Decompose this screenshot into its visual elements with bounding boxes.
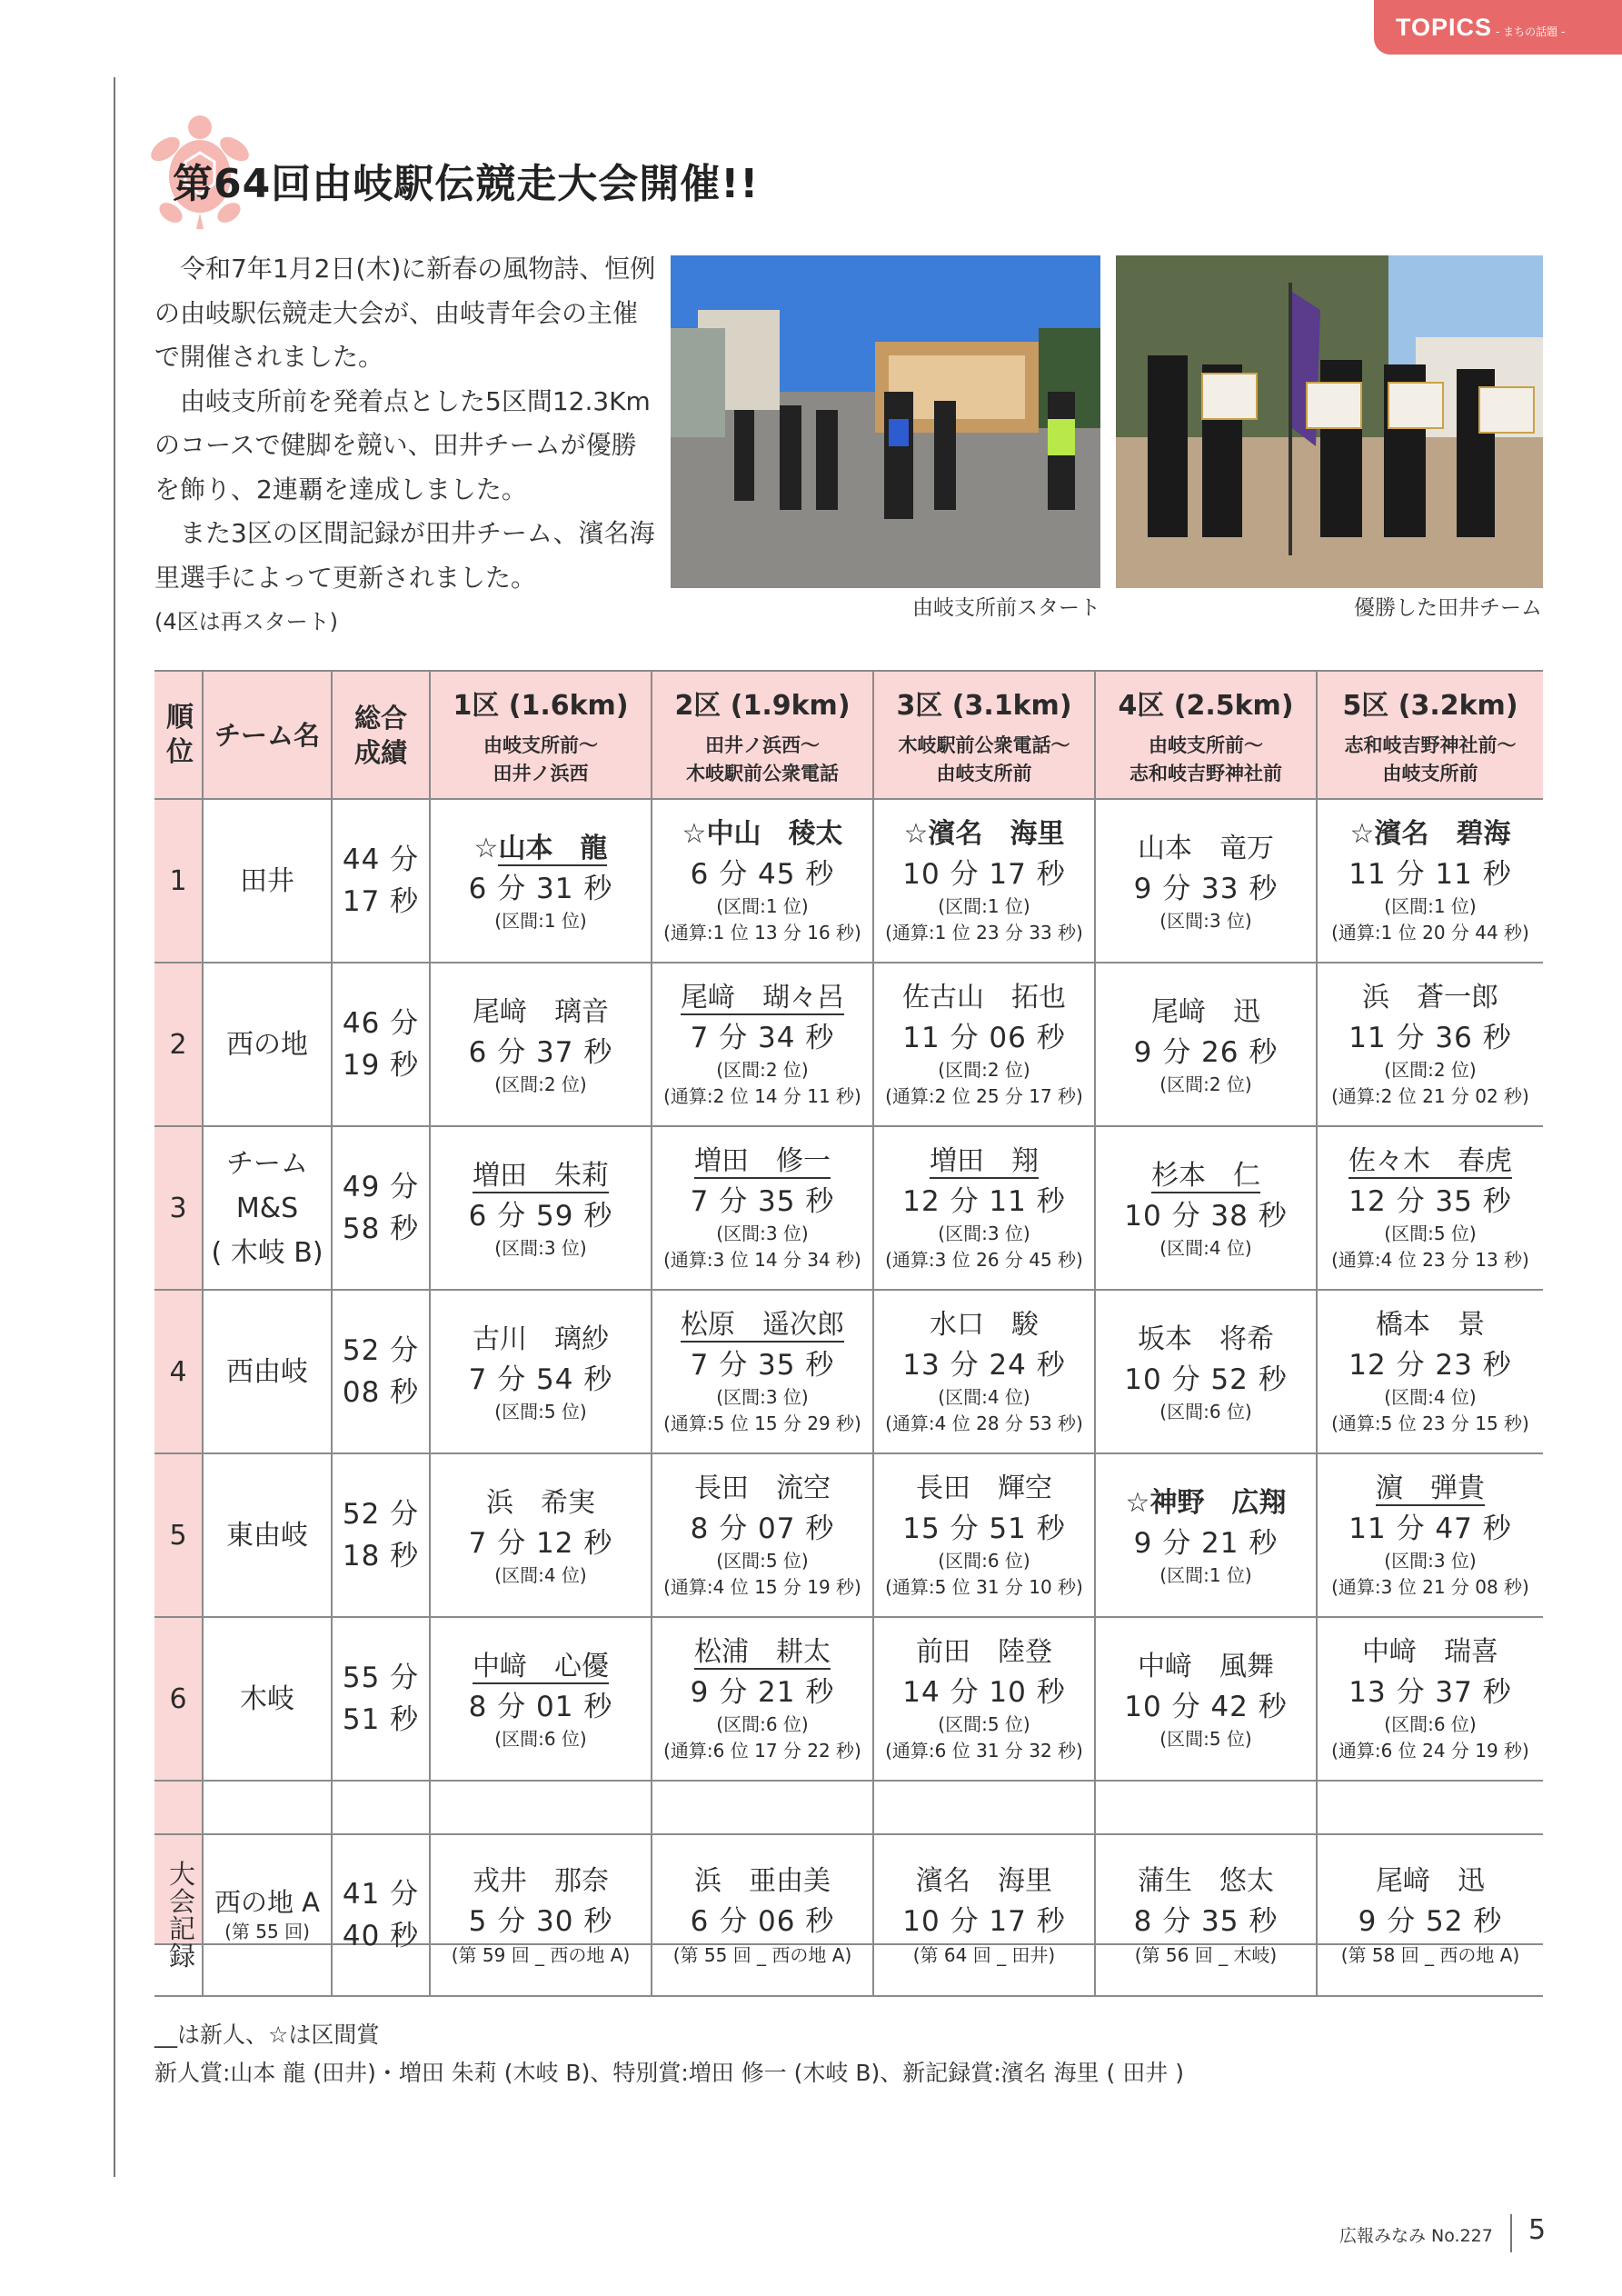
leg-time: 7 分 12 秒: [468, 1527, 613, 1560]
award-star-icon: ☆: [903, 818, 929, 850]
leg-cell: [1317, 963, 1543, 1126]
leg-cell: [873, 1126, 1095, 1290]
header-rank: 順位: [154, 671, 203, 799]
cumulative: (通算:1 位 20 分 44 秒): [1331, 922, 1529, 943]
magazine-name: 広報みなみ No.227: [1339, 2226, 1493, 2246]
cumulative: (通算:3 位 14 分 34 秒): [663, 1249, 861, 1271]
runner-name: 佐古山 拓也: [902, 982, 1066, 1013]
runner: [652, 1632, 872, 1672]
leg-time: 8 分 01 秒: [468, 1691, 613, 1723]
runner: [874, 1469, 1094, 1509]
team-name: 東由岐: [226, 1519, 308, 1552]
section-rank: (区間:4 位): [494, 1564, 587, 1586]
table-row: [154, 1126, 1543, 1290]
runner: [431, 1647, 651, 1687]
article-title: 第64回由岐駅伝競走大会開催!!: [173, 161, 760, 207]
runner: [652, 1305, 872, 1345]
team-name: M&S: [235, 1192, 299, 1224]
section-rank: (区間:6 位): [1384, 1713, 1477, 1735]
total-time: 51 秒: [342, 1703, 420, 1736]
runner: [1318, 978, 1543, 1018]
award-star-icon: ☆: [1125, 1487, 1150, 1519]
leg-cell: [1095, 963, 1317, 1126]
photo-caption: 優勝した田井チーム: [1354, 596, 1542, 620]
section-rank: (区間:2 位): [1384, 1059, 1477, 1081]
leg-time: 10 分 17 秒: [902, 858, 1066, 891]
runner-name: 尾﨑 瑚々呂: [681, 982, 844, 1013]
total-time: 17 秒: [342, 885, 420, 918]
cumulative: (通算:4 位 28 分 53 秒): [885, 1413, 1083, 1434]
leg-time: 6 分 59 秒: [468, 1200, 613, 1233]
leg-time: 15 分 51 秒: [902, 1512, 1066, 1545]
section-rank: (区間:2 位): [494, 1073, 587, 1095]
runner: [1318, 814, 1543, 854]
leg-time: 13 分 37 秒: [1348, 1676, 1512, 1709]
start-photo-image: [671, 255, 1100, 588]
runner-name: 中﨑 瑞喜: [1362, 1636, 1498, 1668]
runner-name: 山本 龍: [498, 833, 608, 864]
runner-name: 中﨑 風舞: [1138, 1651, 1274, 1682]
leg-time: 11 分 36 秒: [1348, 1022, 1512, 1054]
records-leg: 戎井 那奈 5 分 30 秒 (第 59 回 _ 西の地 A): [430, 1834, 652, 1996]
section-rank: (区間:1 位): [1384, 895, 1477, 917]
team-name: ( 木岐 B): [211, 1236, 323, 1269]
runner: [1096, 1483, 1316, 1523]
start-photo: [671, 255, 1100, 588]
cumulative: (通算:5 位 23 分 15 秒): [1331, 1413, 1529, 1434]
photo-caption: 由岐支所前スタート: [912, 596, 1100, 620]
records-leg: 蒲生 悠太 8 分 35 秒 (第 56 回 _ 木岐): [1095, 1834, 1317, 1996]
header-section: 2区 (1.9km) 田井ノ浜西〜 木岐駅前公衆電話: [652, 671, 873, 799]
section-rank: (区間:2 位): [938, 1059, 1030, 1081]
runner-name: 松浦 耕太: [694, 1636, 831, 1668]
cumulative: (通算:6 位 24 分 19 秒): [1331, 1740, 1529, 1762]
award-star-icon: ☆: [1349, 818, 1375, 850]
leg-cell: [1095, 1126, 1317, 1290]
total-time: 44 分: [342, 844, 420, 876]
leg-time: 6 分 31 秒: [468, 873, 613, 905]
leg-time: 11 分 11 秒: [1348, 858, 1512, 891]
leg-cell: [652, 1126, 873, 1290]
runner-name: 増田 翔: [930, 1145, 1039, 1177]
cumulative: (通算:3 位 21 分 08 秒): [1331, 1576, 1529, 1598]
leg-time: 8 分 07 秒: [690, 1512, 835, 1545]
runner: [652, 978, 872, 1018]
leg-time: 7 分 54 秒: [468, 1363, 613, 1396]
team-name: 西の地: [226, 1028, 308, 1061]
section-rank: (区間:5 位): [494, 1401, 587, 1423]
leg-cell: [873, 963, 1095, 1126]
total-cell: [332, 1126, 430, 1290]
header-team: チーム名: [203, 671, 332, 799]
section-rank: (区間:6 位): [494, 1728, 587, 1750]
leg-time: 9 分 21 秒: [1133, 1527, 1279, 1560]
topics-tab: [1374, 0, 1622, 55]
section-rank: (区間:4 位): [1384, 1386, 1477, 1408]
team-name: 田井: [240, 864, 294, 897]
section-rank: (区間:1 位): [494, 910, 587, 932]
leg-time: 6 分 45 秒: [690, 858, 835, 891]
runner: [1096, 1320, 1316, 1360]
header-total: 総合成績: [332, 671, 430, 799]
runner-name: 佐々木 春虎: [1348, 1145, 1512, 1177]
section-rank: (区間:4 位): [1159, 1237, 1252, 1259]
total-time: 18 秒: [342, 1540, 420, 1572]
runner: [1318, 1469, 1543, 1509]
cumulative: (通算:6 位 31 分 32 秒): [885, 1740, 1083, 1762]
total-cell: [332, 1617, 430, 1781]
section-rank: (区間:3 位): [494, 1237, 587, 1259]
leg-time: 14 分 10 秒: [902, 1676, 1066, 1709]
team-cell: [203, 1453, 332, 1617]
section-rank: (区間:1 位): [716, 895, 809, 917]
leg-cell: [1317, 799, 1543, 963]
section-rank: (区間:6 位): [716, 1713, 809, 1735]
leg-time: 7 分 34 秒: [690, 1022, 835, 1054]
section-rank: (区間:3 位): [938, 1223, 1030, 1244]
records-row: [154, 1834, 1543, 1996]
article-body: [154, 247, 656, 640]
runner: [431, 1320, 651, 1360]
section-rank: (区間:6 位): [1159, 1401, 1252, 1423]
team-cell: [203, 799, 332, 963]
section-rank: (区間:3 位): [716, 1386, 809, 1408]
records-leg: 浜 亜由美 6 分 06 秒 (第 55 回 _ 西の地 A): [652, 1834, 873, 1996]
table-row: [154, 1290, 1543, 1453]
table-row: [154, 963, 1543, 1126]
leg-cell: [430, 1290, 652, 1453]
runner: [1318, 1305, 1543, 1345]
cumulative: (通算:4 位 23 分 13 秒): [1331, 1249, 1529, 1271]
leg-time: 10 分 42 秒: [1124, 1691, 1288, 1723]
leg-time: 11 分 06 秒: [902, 1022, 1066, 1054]
footer-divider: [1510, 2214, 1512, 2252]
runner: [1096, 829, 1316, 869]
rank-cell: 5: [154, 1453, 203, 1617]
cumulative: (通算:2 位 21 分 02 秒): [1331, 1085, 1529, 1107]
team-name: 西由岐: [226, 1355, 308, 1388]
total-cell: [332, 1290, 430, 1453]
leg-cell: [1095, 1290, 1317, 1453]
leg-time: 12 分 11 秒: [902, 1185, 1066, 1218]
topics-sub: - まちの話題 -: [1496, 25, 1566, 38]
runner-name: 浜 希実: [486, 1487, 595, 1519]
leg-cell: [652, 799, 873, 963]
team-cell: [203, 1126, 332, 1290]
leg-cell: [430, 963, 652, 1126]
leg-time: 12 分 23 秒: [1348, 1349, 1512, 1382]
awards-line: 新人賞:山本 龍 (田井)・増田 朱莉 (木岐 B)、特別賞:増田 修一 (木岐 B)、新記録賞:濱名 海里 ( 田井 ): [154, 2060, 1184, 2086]
cumulative: (通算:1 位 23 分 33 秒): [885, 922, 1083, 943]
legend-line: __は新人、☆は区間賞: [154, 2021, 380, 2048]
rank-cell: 2: [154, 963, 203, 1126]
section-rank: (区間:5 位): [1384, 1223, 1477, 1244]
leg-time: 13 分 24 秒: [902, 1349, 1066, 1382]
table-header-row: [154, 671, 1543, 799]
leg-cell: [1095, 1617, 1317, 1781]
leg-cell: [652, 1290, 873, 1453]
cumulative: (通算:5 位 31 分 10 秒): [885, 1576, 1083, 1598]
section-rank: (区間:2 位): [716, 1059, 809, 1081]
leg-cell: [652, 963, 873, 1126]
total-time: 49 分: [342, 1171, 420, 1203]
cumulative: (通算:1 位 13 分 16 秒): [663, 922, 861, 943]
records-team: 西の地 A (第 55 回): [203, 1834, 332, 1996]
runner-name: 増田 修一: [694, 1145, 831, 1177]
section-rank: (区間:5 位): [1159, 1728, 1252, 1750]
runner: [1096, 1156, 1316, 1196]
runner-name: 坂本 将希: [1138, 1323, 1274, 1355]
leg-cell: [430, 1617, 652, 1781]
leg-time: 7 分 35 秒: [690, 1349, 835, 1382]
paragraph: 令和7年1月2日(木)に新春の風物詩、恒例の由岐駅伝競走大会が、由岐青年会の主催で開催されました。: [154, 254, 656, 372]
runner: [652, 814, 872, 854]
award-star-icon: ☆: [682, 818, 707, 850]
total-cell: [332, 963, 430, 1126]
table-row: [154, 1453, 1543, 1617]
results-table: [154, 670, 1543, 1945]
rank-cell: 6: [154, 1617, 203, 1781]
runner: [1096, 1647, 1316, 1687]
section-rank: (区間:5 位): [716, 1550, 809, 1572]
legend: [154, 2016, 1184, 2092]
team-name: チーム: [226, 1147, 308, 1180]
records-table: [154, 1833, 1543, 1997]
team-cell: [203, 963, 332, 1126]
leg-cell: [873, 1617, 1095, 1781]
total-time: 46 分: [342, 1007, 420, 1040]
runner: [874, 1632, 1094, 1672]
header-section: 5区 (3.2km) 志和岐吉野神社前〜 由岐支所前: [1317, 671, 1543, 799]
header-section: 4区 (2.5km) 由岐支所前〜 志和岐吉野神社前: [1095, 671, 1317, 799]
paragraph: また3区の区間記録が田井チーム、濱名海里選手によって更新されました。: [154, 518, 655, 593]
total-time: 58 秒: [342, 1213, 420, 1245]
runner: [431, 1483, 651, 1523]
runner-name: 山本 竜万: [1138, 833, 1274, 864]
section-rank: (区間:2 位): [1159, 1073, 1252, 1095]
leg-cell: [1317, 1126, 1543, 1290]
leg-cell: [430, 1126, 652, 1290]
margin-rule: [114, 77, 115, 2177]
section-rank: (区間:5 位): [938, 1713, 1030, 1735]
cumulative: (通算:4 位 15 分 19 秒): [663, 1576, 861, 1598]
header-section: 3区 (3.1km) 木岐駅前公衆電話〜 由岐支所前: [873, 671, 1095, 799]
total-time: 19 秒: [342, 1049, 420, 1082]
leg-cell: [652, 1453, 873, 1617]
leg-time: 9 分 26 秒: [1133, 1036, 1279, 1069]
runner-name: 増田 朱莉: [473, 1160, 609, 1192]
runner-name: 濱名 碧海: [1374, 818, 1511, 850]
leg-cell: [873, 1453, 1095, 1617]
paragraph: 由岐支所前を発着点とした5区間12.3Kmのコースで健脚を競い、田井チームが優勝を飾り、2連覇を達成しました。: [154, 385, 651, 504]
leg-time: 12 分 35 秒: [1348, 1185, 1512, 1218]
cumulative: (通算:3 位 26 分 45 秒): [885, 1249, 1083, 1271]
runner-name: 松原 遥次郎: [681, 1309, 844, 1341]
leg-time: 10 分 38 秒: [1124, 1200, 1288, 1233]
rank-cell: 3: [154, 1126, 203, 1290]
award-star-icon: ☆: [473, 833, 499, 864]
section-rank: (区間:1 位): [1159, 1564, 1252, 1586]
section-rank: (区間:3 位): [1159, 910, 1252, 932]
leg-cell: [1317, 1453, 1543, 1617]
runner: [431, 829, 651, 869]
winners-photo: [1116, 255, 1543, 588]
team-cell: [203, 1617, 332, 1781]
leg-time: 7 分 35 秒: [690, 1185, 835, 1218]
winners-photo-image: [1116, 255, 1543, 588]
runner: [431, 1156, 651, 1196]
rank-cell: 1: [154, 799, 203, 963]
cumulative: (通算:2 位 14 分 11 秒): [663, 1085, 861, 1107]
runner: [652, 1142, 872, 1182]
leg-time: 9 分 21 秒: [690, 1676, 835, 1709]
leg-cell: [652, 1617, 873, 1781]
runner-name: 水口 駿: [930, 1309, 1039, 1341]
total-time: 55 分: [342, 1662, 420, 1694]
runner: [1318, 1632, 1543, 1672]
table-row: [154, 1617, 1543, 1781]
runner-name: 濱名 海里: [928, 818, 1065, 850]
leg-cell: [1095, 799, 1317, 963]
runner-name: 前田 陸登: [916, 1636, 1052, 1668]
runner-name: 浜 蒼一郎: [1362, 982, 1498, 1013]
runner: [652, 1469, 872, 1509]
runner-name: 尾﨑 璃音: [473, 996, 609, 1028]
team-name: 木岐: [240, 1682, 294, 1715]
records-total: 41 分 40 秒: [332, 1834, 430, 1996]
total-time: 52 分: [342, 1498, 420, 1531]
section-rank: (区間:6 位): [938, 1550, 1030, 1572]
section-rank: (区間:4 位): [938, 1386, 1030, 1408]
runner-name: 濵 弾貴: [1376, 1472, 1485, 1504]
runner: [1096, 993, 1316, 1033]
runner-name: 尾﨑 迅: [1151, 996, 1260, 1028]
section-rank: (区間:1 位): [938, 895, 1030, 917]
runner: [1318, 1142, 1543, 1182]
records-leg: 濱名 海里 10 分 17 秒 (第 64 回 _ 田井): [873, 1834, 1095, 1996]
cumulative: (通算:2 位 25 分 17 秒): [885, 1085, 1083, 1107]
restart-note: (4区は再スタート): [154, 609, 338, 634]
total-cell: [332, 799, 430, 963]
total-cell: [332, 1453, 430, 1617]
cumulative: (通算:6 位 17 分 22 秒): [663, 1740, 861, 1762]
topics-label: TOPICS: [1396, 13, 1493, 41]
section-rank: (区間:3 位): [716, 1223, 809, 1244]
leg-cell: [873, 1290, 1095, 1453]
section-rank: (区間:3 位): [1384, 1550, 1477, 1572]
total-time: 52 分: [342, 1334, 420, 1367]
leg-cell: [873, 799, 1095, 963]
leg-cell: [1317, 1617, 1543, 1781]
runner-name: 長田 流空: [694, 1472, 831, 1504]
header-section: 1区 (1.6km) 由岐支所前〜 田井ノ浜西: [430, 671, 652, 799]
cumulative: (通算:5 位 15 分 29 秒): [663, 1413, 861, 1434]
leg-cell: [430, 799, 652, 963]
rank-cell: 4: [154, 1290, 203, 1453]
runner-name: 中山 稜太: [706, 818, 843, 850]
total-time: 08 秒: [342, 1376, 420, 1409]
runner-name: 杉本 仁: [1151, 1160, 1260, 1192]
leg-time: 6 分 37 秒: [468, 1036, 613, 1069]
runner-name: 古川 璃紗: [473, 1323, 609, 1355]
runner: [874, 978, 1094, 1018]
leg-time: 11 分 47 秒: [1348, 1512, 1512, 1545]
leg-time: 9 分 33 秒: [1133, 873, 1279, 905]
runner-name: 長田 輝空: [916, 1472, 1052, 1504]
runner: [431, 993, 651, 1033]
runner-name: 中﨑 心優: [473, 1651, 609, 1682]
leg-cell: [1095, 1453, 1317, 1617]
page-number: 5: [1528, 2214, 1547, 2246]
runner-name: 橋本 景: [1376, 1309, 1485, 1341]
runner-name: 神野 広翔: [1149, 1487, 1287, 1519]
table-row: [154, 799, 1543, 963]
leg-cell: [1317, 1290, 1543, 1453]
team-cell: [203, 1290, 332, 1453]
runner: [874, 1142, 1094, 1182]
records-label: 大会記録: [154, 1834, 203, 1996]
leg-time: 10 分 52 秒: [1124, 1363, 1288, 1396]
leg-cell: [430, 1453, 652, 1617]
records-leg: 尾﨑 迅 9 分 52 秒 (第 58 回 _ 西の地 A): [1317, 1834, 1543, 1996]
runner: [874, 814, 1094, 854]
runner: [874, 1305, 1094, 1345]
